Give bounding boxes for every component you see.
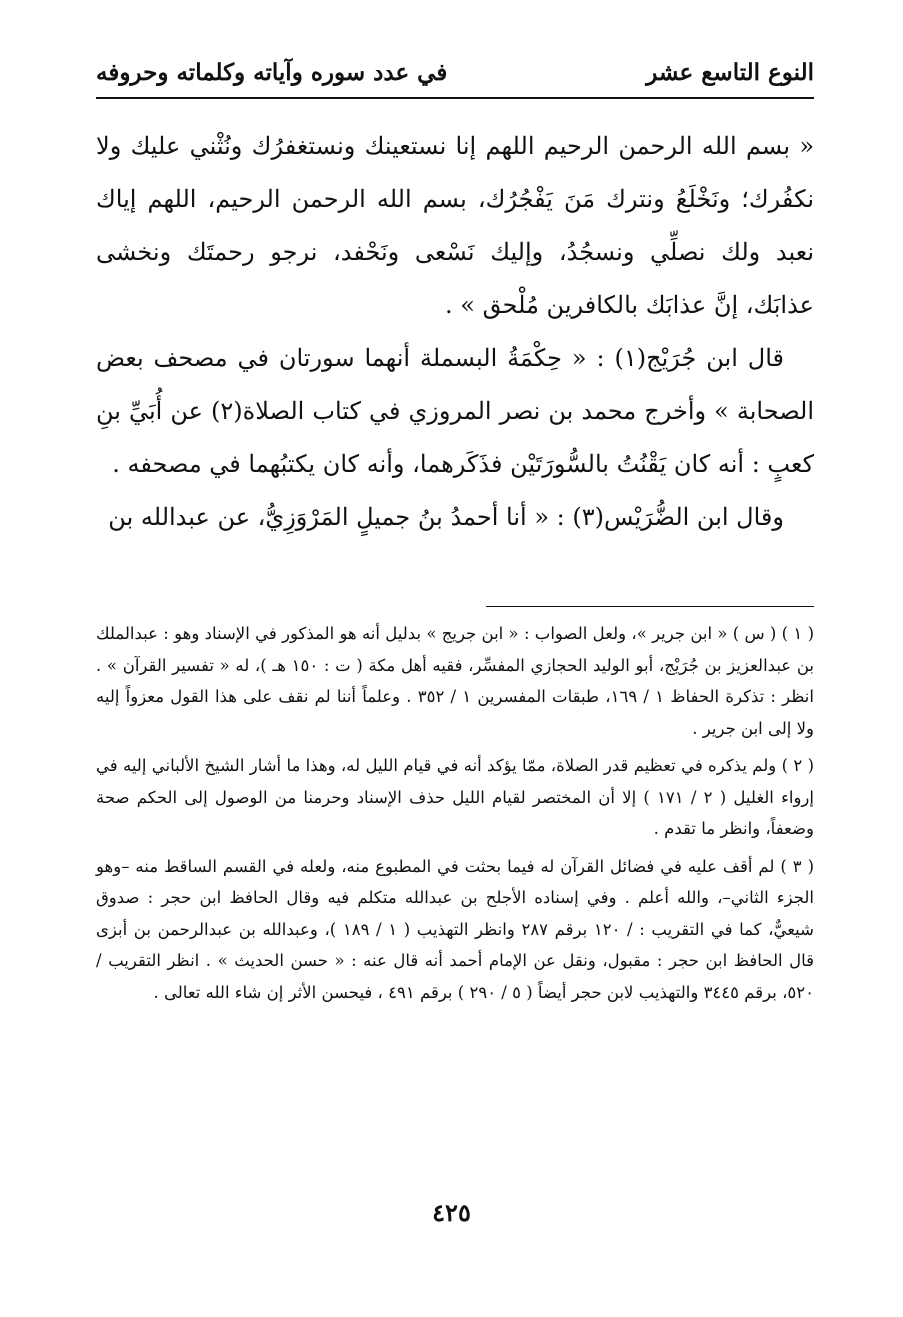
footnote-2: [96, 750, 814, 845]
footnotes: [96, 618, 814, 1014]
footnote-marker: ( ٢ ): [781, 756, 815, 775]
footnote-separator: [486, 606, 814, 607]
footnote-marker: ( ١ ): [781, 624, 815, 643]
section-title: في عدد سوره وآياته وكلماته وحروفه: [96, 58, 448, 86]
main-text: [96, 120, 814, 544]
footnote-text: ولم يذكره في تعظيم قدر الصلاة، ممّا يؤكد أنه في قيام الليل له، وهذا ما أشار الشيخ الألباني إليه في إرواء الغليل ( ٢ / ١٧١ ) إلا أن المختصر لقيام الليل حذف الإسناد وحرمنا من الوصول إلى الحكم صحة وضعفاً، وانظر ما تقدم .: [96, 756, 814, 838]
footnote-marker: ( ٣ ): [780, 856, 815, 876]
footnote-3: [96, 851, 814, 1009]
header-rule: [96, 97, 814, 99]
page-number: ٤٢٥: [432, 1198, 471, 1227]
footnote-1: [96, 618, 814, 744]
ibn-durays-paragraph: وقال ابن الضُّرَيْس(٣) : « أنا أحمدُ بنُ جميلٍ المَرْوَزِيُّ، عن عبدالله بن: [108, 503, 784, 531]
footnote-text: لم أقف عليه في فضائل القرآن له فيما بحثت في المطبوع منه، ولعله في القسم الساقط منه –وهو الجزء الثاني–، والله أعلم . وفي إسناده الأجلح بن عبدالله متكلم فيه وقال الحافظ ابن حجر : صدوق شيعيٌّ، كما في التقريب : / ١٢٠ برقم ٢٨٧ وانظر التهذيب ( ١ / ١٨٩ )، وعبدالله بن عبدالرحمن بن أبزى قال الحافظ ابن حجر : مقبول، ونقل عن الإمام أحمد أنه قال عنه : « حسن الحديث » . انظر التقريب / ٥٢٠، برقم ٣٤٤٥ والتهذيب لابن حجر أيضاً ( ٥ / ٢٩٠ ) برقم ٤٩١ ، فيحسن الأثر إن شاء الله تعالى .: [96, 856, 814, 1002]
dua-paragraph: « بسم الله الرحمن الرحيم اللهم إنا نستعينك ونستغفرُك ونُثْني عليك ولا نكفُرك؛ ونَخْلَعُ ونترك مَنَ يَفْجُرُك، بسم الله الرحمن الرحيم، اللهم إياك نعبد ولك نصلِّي ونسجُدُ، وإليك نَسْعى ونَحْفد، نرجو رحمتَك ونخشى عذابَك، إنَّ عذابَك بالكافرين مُلْحق » .: [96, 132, 814, 319]
running-header: [96, 50, 814, 94]
ibn-jurayj-paragraph: قال ابن جُرَيْج(١) : « حِكْمَةُ البسملة أنهما سورتان في مصحف بعض الصحابة » وأخرج محمد بن نصر المروزي في كتاب الصلاة(٢) عن أُبَيِّ بنِ كعبٍ : أنه كان يَقْنُتُ بالسُّورَتَيْن فذَكَرهما، وأنه كان يكتبُهما في مصحفه .: [96, 344, 815, 478]
chapter-title: النوع التاسع عشر: [646, 58, 814, 86]
footnote-text: ( س ) « ابن جرير »، ولعل الصواب : « ابن جريج » بدليل أنه هو المذكور في الإسناد وهو : عبدالملك بن عبدالعزيز بن جُرَيْج، أبو الوليد الحجازي المفسِّر، فقيه أهل مكة ( ت : ١٥٠ هـ )، له « تفسير القرآن » . انظر : تذكرة الحفاظ ١ / ١٦٩، طبقات المفسرين ١ / ٣٥٢ . وعلماً أننا لم نقف على هذا القول معزواً إليه ولا إلى ابن جرير .: [96, 624, 814, 738]
